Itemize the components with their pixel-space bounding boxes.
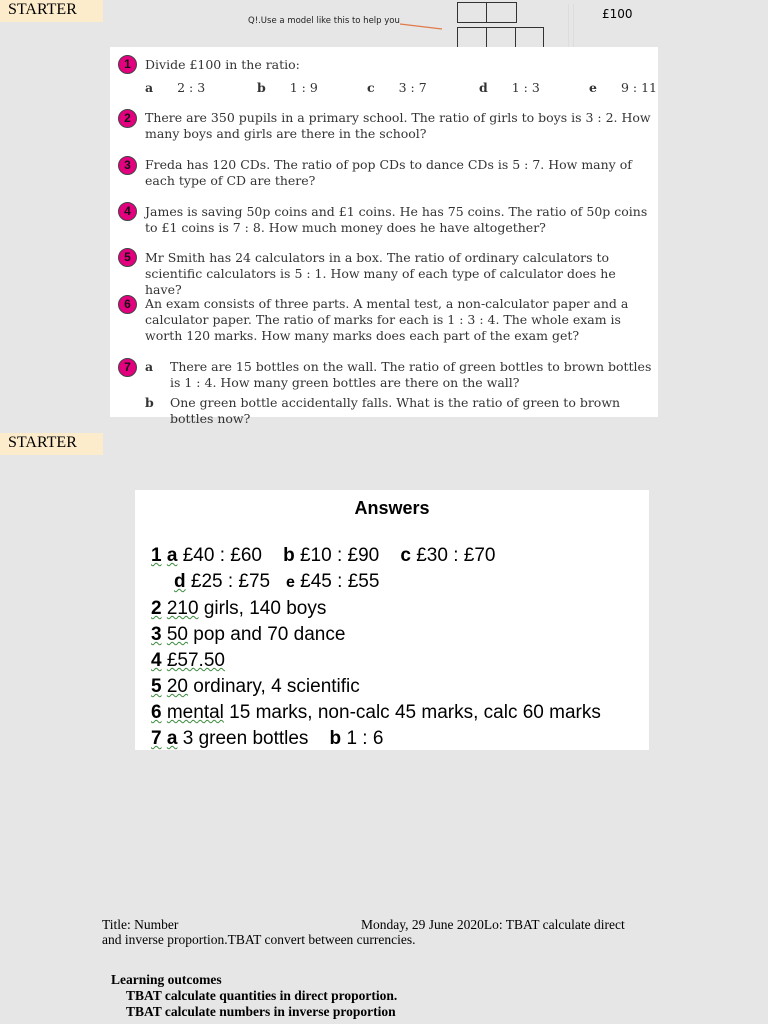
- question-text: James is saving 50p coins and £1 coins. He has 75 coins. The ratio of 50p coins to £1 coins is 7 : 8. How much money does he have altogether?: [145, 204, 648, 235]
- answer-value: mental: [166, 702, 224, 723]
- learning-outcome: TBAT calculate quantities in direct proportion.: [126, 988, 398, 1003]
- answer-number: 6: [151, 702, 162, 723]
- question-text: Mr Smith has 24 calculators in a box. The ratio of ordinary calculators to scientific calculators is 5 : 1. How many of each type of calculator does he have?: [145, 250, 616, 297]
- starter-label: STARTER: [0, 0, 103, 22]
- answer-part-label: b: [283, 545, 295, 566]
- question-text: There are 350 pupils in a primary school. The ratio of girls to boys is 3 : 2. How many boys and girls are there in the school?: [145, 110, 651, 141]
- answer-part-label: e: [285, 574, 295, 591]
- answer-row: [151, 650, 225, 672]
- question-text: An exam consists of three parts. A mental test, a non-calculator paper and a calculator paper. The ratio of marks for each is 1 : 3 : 4. The whole exam is worth 120 marks. How many marks does each part of the exam get?: [145, 296, 629, 343]
- part-value: 3 : 7: [398, 80, 427, 95]
- answer-text: 15 marks, non-calc 45 marks, calc 60 marks: [229, 702, 601, 723]
- answers-title: Answers: [354, 498, 430, 518]
- part-label: d: [479, 80, 488, 95]
- bar-divider: [486, 27, 487, 48]
- answer-value: £10 : £90: [299, 545, 380, 566]
- answer-value: £40 : £60: [182, 545, 262, 566]
- learning-outcome: TBAT calculate numbers in inverse proportion: [126, 1004, 396, 1019]
- part-label: a: [145, 359, 154, 374]
- answer-value: £30 : £70: [416, 545, 496, 566]
- question-number: 1: [118, 55, 137, 74]
- part-value: 1 : 9: [289, 80, 318, 95]
- answer-number: 3: [151, 624, 162, 645]
- question-number: 6: [118, 295, 137, 314]
- answer-value: 50: [166, 624, 188, 645]
- answer-row: [151, 702, 601, 724]
- learning-outcomes-heading: Learning outcomes: [111, 972, 222, 987]
- question-number: 5: [118, 248, 137, 267]
- answer-value: 20: [166, 676, 188, 697]
- question-number: 2: [118, 109, 137, 128]
- part-label: b: [257, 80, 266, 95]
- ratio-part: [257, 80, 318, 95]
- answer-number: 4: [151, 650, 162, 671]
- answer-row: [174, 571, 379, 594]
- ratio-part: [479, 80, 540, 95]
- part-value: 9 : 11: [620, 80, 657, 95]
- answer-row: [151, 598, 326, 620]
- part-label: c: [367, 80, 375, 95]
- answer-text: ordinary, 4 scientific: [193, 676, 360, 697]
- answer-row: [151, 728, 383, 750]
- question-number: 7: [118, 358, 137, 377]
- answer-part-label: a: [166, 545, 178, 566]
- answer-part-label: d: [174, 571, 186, 592]
- answer-row: [151, 676, 360, 698]
- lesson-objective-continued: and inverse proportion.TBAT convert between currencies.: [102, 932, 416, 947]
- answer-value: 210: [166, 598, 199, 619]
- bar-model-top: [457, 2, 517, 23]
- lesson-title: Title: Number: [102, 917, 179, 932]
- answer-value: £25 : £75: [190, 571, 271, 592]
- answer-row: [151, 624, 345, 646]
- answer-number: 1: [151, 545, 162, 566]
- answer-value: £45 : £55: [300, 571, 380, 592]
- answer-number: 5: [151, 676, 162, 697]
- ratio-part: [145, 80, 205, 95]
- model-hint: Q!.Use a model like this to help you: [248, 16, 400, 26]
- bar-divider: [486, 2, 487, 23]
- answer-value: £57.50: [166, 650, 225, 671]
- part-value: 1 : 3: [511, 80, 540, 95]
- question-text: There are 15 bottles on the wall. The ratio of green bottles to brown bottles is 1 : 4. How many green bottles are there on the wall?: [170, 359, 652, 390]
- answer-part-label: b: [329, 728, 342, 749]
- part-label: b: [145, 395, 154, 410]
- answer-part-label: a: [166, 728, 178, 749]
- bar-model-bottom: [457, 27, 544, 48]
- bar-divider: [515, 27, 516, 48]
- lesson-date-objective: Monday, 29 June 2020Lo: TBAT calculate direct: [361, 917, 625, 932]
- answer-text: girls, 140 boys: [203, 598, 327, 619]
- answer-row: [151, 545, 495, 567]
- part-label: a: [145, 80, 154, 95]
- answer-number: 7: [151, 728, 162, 749]
- question-text: Freda has 120 CDs. The ratio of pop CDs to dance CDs is 5 : 7. How many of each type of CD are there?: [145, 157, 632, 188]
- questions-panel: [110, 47, 658, 426]
- ratio-part: [589, 80, 657, 95]
- starter-label: STARTER: [0, 433, 103, 455]
- answer-part-label: c: [400, 545, 411, 566]
- answer-number: 2: [151, 598, 162, 619]
- question-text: One green bottle accidentally falls. What is the ratio of green to brown bottles now?: [170, 395, 621, 426]
- amount-label: £100: [602, 7, 633, 21]
- hint-arrow: [398, 20, 446, 32]
- answer-value: 3 green bottles: [182, 728, 309, 749]
- answer-value: 1 : 6: [346, 728, 384, 749]
- question-number: 3: [118, 156, 137, 175]
- answer-text: pop and 70 dance: [193, 624, 346, 645]
- part-value: 2 : 3: [177, 80, 206, 95]
- ratio-part: [367, 80, 427, 95]
- part-label: e: [589, 80, 597, 95]
- question-number: 4: [118, 202, 137, 221]
- answers-panel: [135, 490, 649, 750]
- question-text: Divide £100 in the ratio:: [145, 57, 300, 72]
